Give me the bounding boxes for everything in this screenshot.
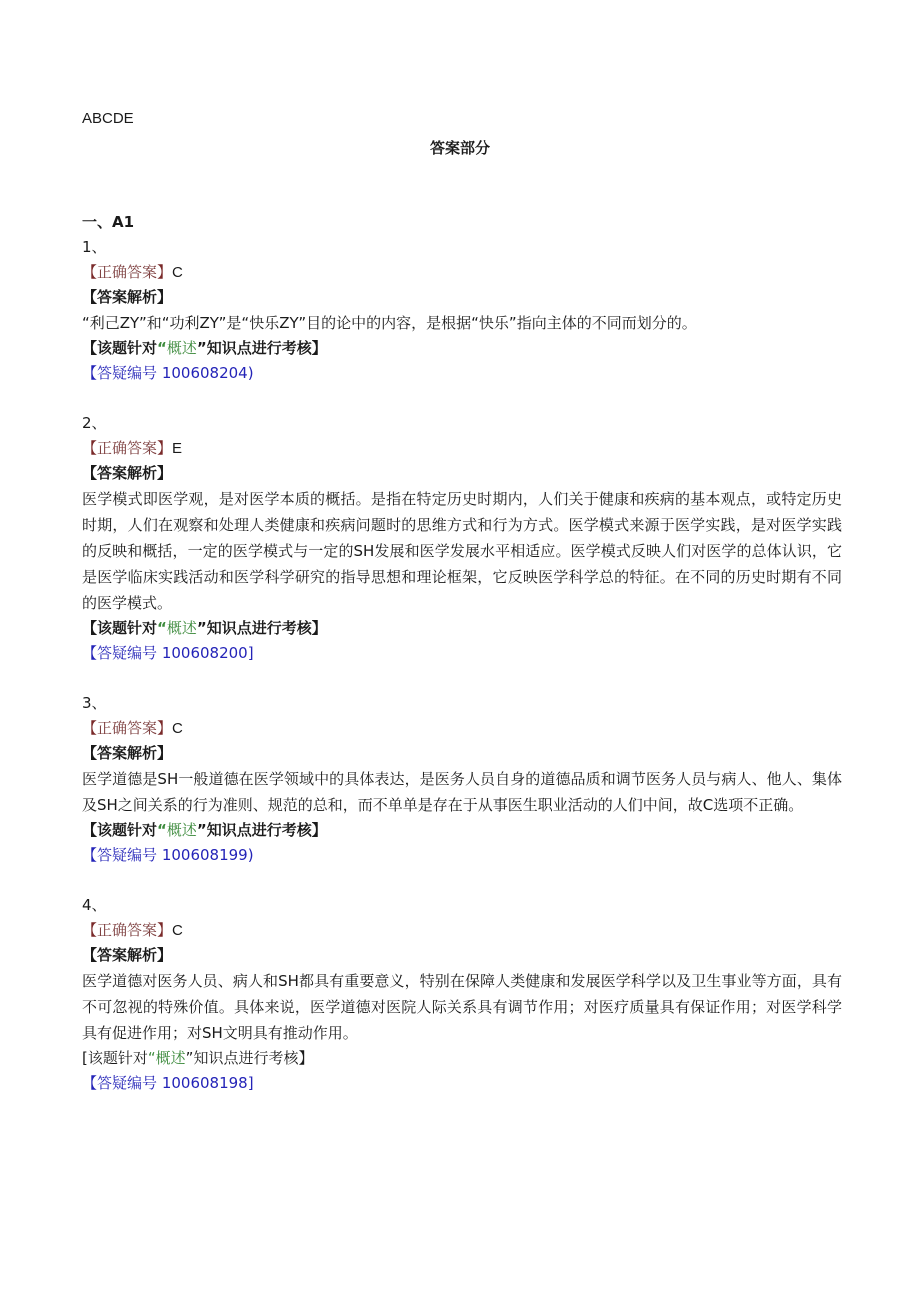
kp-open-quote: “ bbox=[157, 619, 167, 637]
question-number: 3、 bbox=[82, 694, 107, 712]
bracket-close: 】 bbox=[157, 719, 173, 737]
correct-answer-label: 正确答案 bbox=[97, 719, 158, 737]
correct-answer-line bbox=[82, 918, 842, 943]
kp-open-bracket: 【 bbox=[82, 619, 98, 637]
correct-answer-value: E bbox=[172, 440, 183, 457]
kp-suffix: 知识点进行考核】 bbox=[193, 1049, 314, 1067]
correct-answer-label: 正确答案 bbox=[97, 439, 158, 457]
question-item bbox=[82, 411, 842, 666]
kp-open-quote: “ bbox=[157, 821, 167, 839]
knowledge-point-name: 概述 bbox=[166, 821, 197, 839]
bracket-close: 】 bbox=[157, 921, 173, 939]
page-title: 答案部分 bbox=[429, 139, 490, 157]
knowledge-point-line bbox=[82, 818, 842, 843]
kp-open-quote: “ bbox=[157, 339, 167, 357]
qa-open-bracket: 【 bbox=[82, 1074, 98, 1092]
question-number: 4、 bbox=[82, 896, 107, 914]
analysis-text: 医学模式即医学观，是对医学本质的概括。是指在特定历史时期内，人们关于健康和疾病的基本观点，或特定历史时期，人们在观察和处理人类健康和疾病问题时的思维方式和行为方式。医学模式来源于医学实践，是对医学实践的反映和概括，一定的医学模式与一定的SH发展和医学发展水平相适应。医学模式反映人们对医学的总体认识，它是医学临床实践活动和医学科学研究的指导思想和理论框架，它反映医学科学总的特征。在不同的历史时期有不同的医学模式。 bbox=[82, 490, 842, 612]
bracket-open: 【 bbox=[82, 719, 98, 737]
qa-code-line[interactable] bbox=[82, 1071, 842, 1096]
qa-open-bracket: 【 bbox=[82, 644, 98, 662]
correct-answer-value: C bbox=[172, 922, 183, 939]
bracket-open: 【 bbox=[82, 921, 98, 939]
knowledge-point-name: 概述 bbox=[166, 619, 197, 637]
kp-close-quote: ” bbox=[196, 339, 207, 357]
question-item bbox=[82, 235, 842, 386]
kp-close-quote: ” bbox=[196, 821, 207, 839]
correct-answer-line bbox=[82, 436, 842, 461]
analysis-label: 【答案解析】 bbox=[82, 464, 173, 482]
qa-code-line[interactable] bbox=[82, 843, 842, 868]
knowledge-point-name: 概述 bbox=[155, 1049, 186, 1067]
knowledge-point-line bbox=[82, 616, 842, 641]
bracket-open: 【 bbox=[82, 439, 98, 457]
qa-code-label: 答疑编号 bbox=[97, 644, 158, 662]
kp-prefix: 该题针对 bbox=[97, 339, 158, 357]
kp-open-quote: “ bbox=[147, 1049, 156, 1067]
analysis-text: 医学道德是SH一般道德在医学领域中的具体表达，是医务人员自身的道德品质和调节医务人员与病人、他人、集体及SH之间关系的行为准则、规范的总和，而不单单是存在于从事医生职业活动的人们中间，故C选项不正确。 bbox=[82, 770, 842, 814]
correct-answer-label: 正确答案 bbox=[97, 921, 158, 939]
qa-code-label: 答疑编号 bbox=[97, 1074, 158, 1092]
analysis-text: 医学道德对医务人员、病人和SH都具有重要意义，特别在保障人类健康和发展医学科学以及卫生事业等方面，具有不可忽视的特殊价值。具体来说，医学道德对医院人际关系具有调节作用；对医疗质量具有保证作用；对医学科学具有促进作用；对SH文明具有推动作用。 bbox=[82, 972, 842, 1042]
question-number: 2、 bbox=[82, 414, 107, 432]
kp-prefix: 该题针对 bbox=[97, 619, 158, 637]
question-item bbox=[82, 691, 842, 868]
bracket-close: 】 bbox=[157, 439, 173, 457]
qa-code-value: 100608198] bbox=[161, 1074, 254, 1092]
qa-code-line[interactable] bbox=[82, 641, 842, 666]
analysis-label: 【答案解析】 bbox=[82, 744, 173, 762]
knowledge-point-line bbox=[82, 336, 842, 361]
qa-code-line[interactable] bbox=[82, 361, 842, 386]
answer-content bbox=[82, 210, 842, 1121]
knowledge-point-name: 概述 bbox=[166, 339, 197, 357]
qa-code-value: 100608199) bbox=[161, 846, 254, 864]
kp-open-bracket: 【 bbox=[82, 821, 98, 839]
kp-suffix: 知识点进行考核】 bbox=[206, 339, 327, 357]
analysis-label: 【答案解析】 bbox=[82, 288, 173, 306]
section-heading: 一、A1 bbox=[82, 213, 135, 231]
correct-answer-label: 正确答案 bbox=[97, 263, 158, 281]
qa-code-label: 答疑编号 bbox=[97, 364, 158, 382]
qa-code-value: 100608204) bbox=[161, 364, 254, 382]
bracket-open: 【 bbox=[82, 263, 98, 281]
qa-open-bracket: 【 bbox=[82, 846, 98, 864]
kp-suffix: 知识点进行考核】 bbox=[206, 821, 327, 839]
correct-answer-value: C bbox=[172, 720, 183, 737]
analysis-label: 【答案解析】 bbox=[82, 946, 173, 964]
kp-open-bracket: 【 bbox=[82, 339, 98, 357]
correct-answer-value: C bbox=[172, 264, 183, 281]
qa-code-value: 100608200] bbox=[161, 644, 254, 662]
question-item bbox=[82, 893, 842, 1096]
qa-code-label: 答疑编号 bbox=[97, 846, 158, 864]
question-number: 1、 bbox=[82, 238, 107, 256]
options-label: ABCDE bbox=[82, 110, 134, 127]
qa-open-bracket: 【 bbox=[82, 364, 98, 382]
kp-prefix: 该题针对 bbox=[87, 1049, 148, 1067]
kp-prefix: 该题针对 bbox=[97, 821, 158, 839]
knowledge-point-line bbox=[82, 1046, 842, 1071]
kp-open-bracket: [ bbox=[82, 1049, 88, 1067]
analysis-text: “利己ZY”和“功利ZY”是“快乐ZY”目的论中的内容，是根据“快乐”指向主体的不同而划分的。 bbox=[82, 314, 697, 332]
kp-suffix: 知识点进行考核】 bbox=[206, 619, 327, 637]
correct-answer-line bbox=[82, 716, 842, 741]
kp-close-quote: ” bbox=[196, 619, 207, 637]
bracket-close: 】 bbox=[157, 263, 173, 281]
kp-close-quote: ” bbox=[185, 1049, 194, 1067]
correct-answer-line bbox=[82, 260, 842, 285]
